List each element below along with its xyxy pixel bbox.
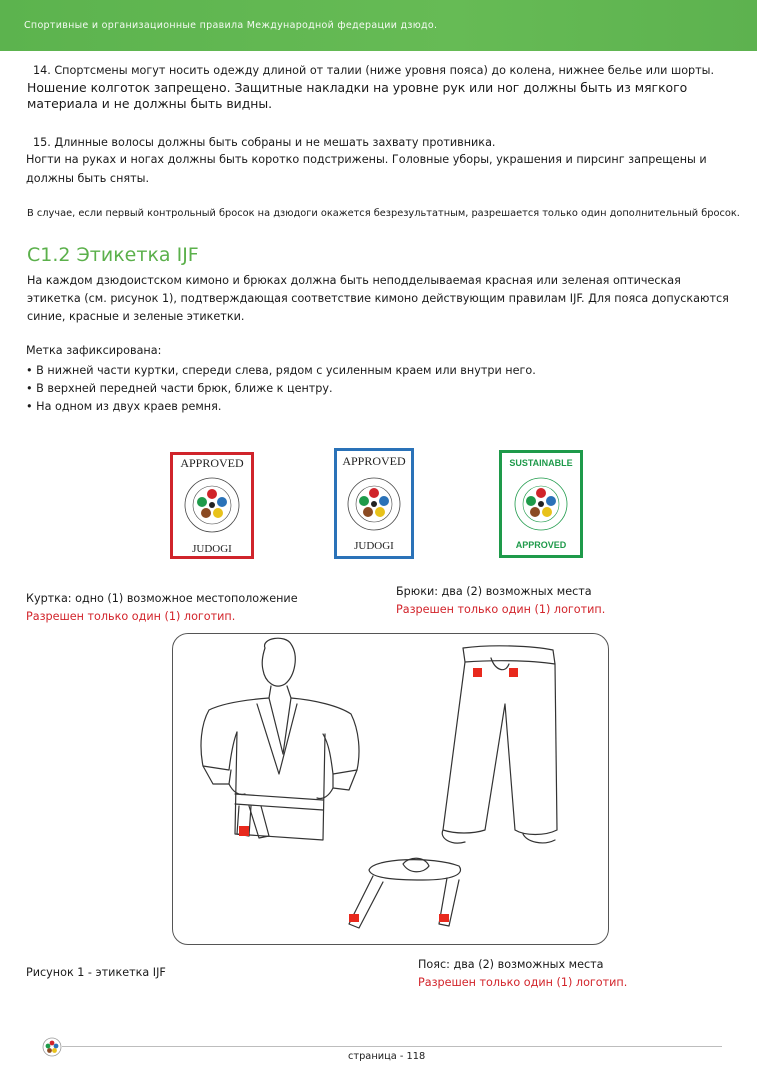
jacket-note: Разрешен только один (1) логотип. <box>26 610 236 623</box>
judogi-drawing-box <box>172 633 609 945</box>
bullet-pants: • В верхней передней части брюк, ближе к центру. <box>26 382 333 395</box>
rule-15-line-2: Ногти на руках и ногах должны быть коротко подстрижены. Головные уборы, украшения и пирсинг запрещены и <box>26 153 707 166</box>
ijf-logo-icon <box>42 1037 62 1057</box>
sustainable-label-green <box>499 450 583 558</box>
section-para-line-3: синие, красные и зеленые этикетки. <box>27 310 245 323</box>
belt-note: Разрешен только один (1) логотип. <box>418 976 628 989</box>
control-throw-note: В случае, если первый контрольный бросок на дзюдоги окажется безрезультатным, разрешается только один дополнительный бросок. <box>27 208 740 219</box>
rule-15-line-3: должны быть сняты. <box>26 172 150 185</box>
figure-caption: Рисунок 1 - этикетка IJF <box>26 966 166 979</box>
rule-14-line-3: материала и не должны быть видны. <box>27 96 273 111</box>
bullet-jacket: • В нижней части куртки, спереди слева, рядом с усиленным краем или внутри него. <box>26 364 536 377</box>
judogi-illustration <box>173 634 608 944</box>
label-red-bottom: JUDOGI <box>192 543 232 555</box>
label-fixed-heading: Метка зафиксирована: <box>26 344 162 357</box>
section-para-line-1: На каждом дзюдоистском кимоно и брюках должна быть неподделываемая красная или зеленая оптическая <box>27 274 681 287</box>
rule-14-line-2: Ношение колготок запрещено. Защитные накладки на уровне рук или ног должны быть из мягкого <box>27 80 688 95</box>
label-green-bottom: APPROVED <box>515 540 567 550</box>
rule-14-line-1: 14. Спортсмены могут носить одежду длиной от талии (ниже уровня пояса) до колена, нижнее белье или шорты. <box>33 64 715 77</box>
label-blue-top: APPROVED <box>342 454 406 468</box>
rule-15-line-1: 15. Длинные волосы должны быть собраны и не мешать захвату противника. <box>33 136 496 149</box>
label-green-top: SUSTAINABLE <box>509 458 573 468</box>
belt-caption: Пояс: два (2) возможных места <box>418 958 604 971</box>
label-red-top: APPROVED <box>180 456 244 470</box>
pants-note: Разрешен только один (1) логотип. <box>396 603 606 616</box>
approved-label-blue <box>334 448 414 559</box>
section-title: C1.2 Этикетка IJF <box>27 244 199 266</box>
jacket-caption: Куртка: одно (1) возможное местоположение <box>26 592 298 605</box>
label-blue-bottom: JUDOGI <box>354 540 394 552</box>
page-header <box>0 0 757 51</box>
section-para-line-2: этикетка (см. рисунок 1), подтверждающая соответствие кимоно действующим правилам IJF. Для пояса допускаются <box>27 292 729 305</box>
page-number: страница - 118 <box>348 1051 426 1062</box>
bullet-belt: • На одном из двух краев ремня. <box>26 400 222 413</box>
approved-label-red <box>170 452 254 559</box>
footer-rule <box>62 1046 722 1047</box>
header-title: Спортивные и организационные правила Международной федерации дзюдо. <box>24 20 438 31</box>
pants-caption: Брюки: два (2) возможных места <box>396 585 592 598</box>
